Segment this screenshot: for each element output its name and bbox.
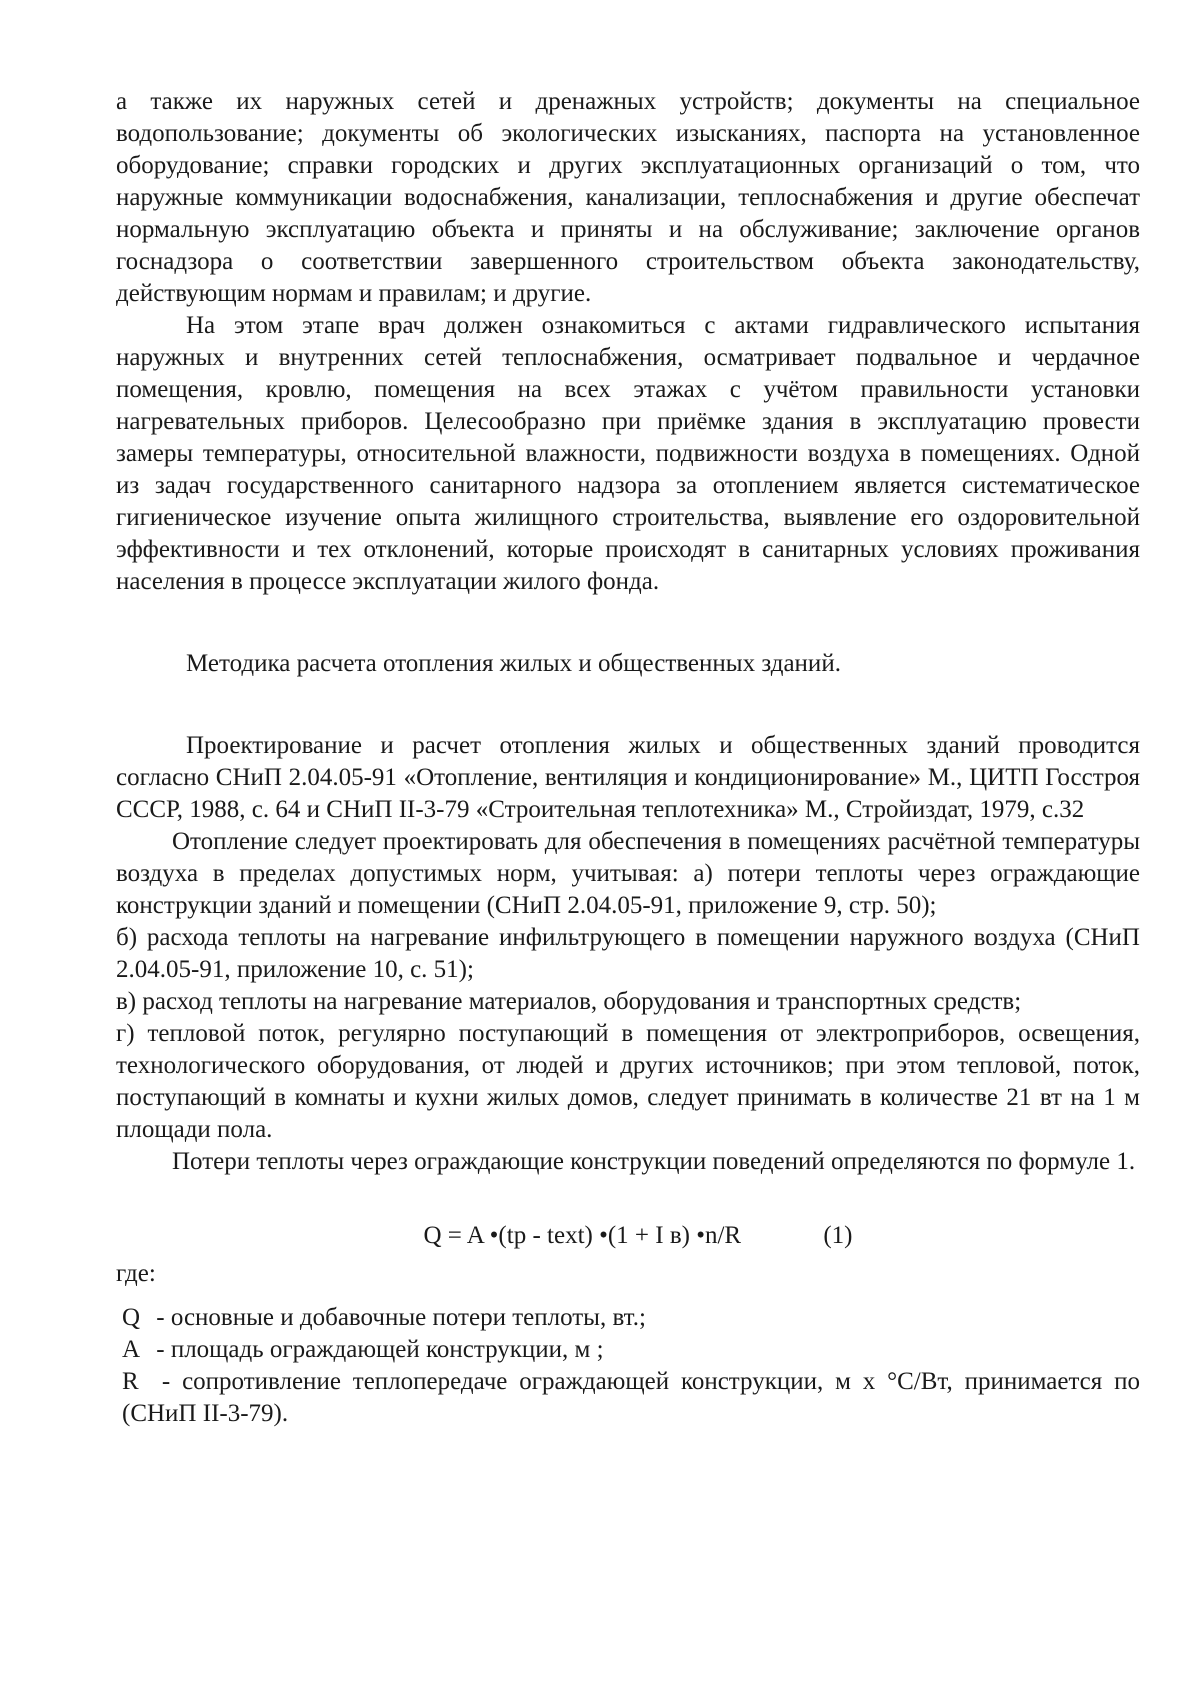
section-heading: Методика расчета отопления жилых и общественных зданий.	[186, 650, 841, 677]
document-page	[116, 86, 1140, 1430]
paragraph-heat-loss: Потери теплоты через ограждающие конструкции поведений определяются по формуле 1.	[172, 1148, 1136, 1175]
paragraph-design-standards: Проектирование и расчет отопления жилых и общественных зданий проводится согласно СНиП 2.04.05-91 «Отопление, вентиляция и кондиционирование» М., ЦИТП Госстроя СССР, 1988, с. 64 и СНиП II-3-79 «Строительная теплотехника» М., Стройиздат, 1979, с.32	[116, 732, 1140, 823]
definition-item	[116, 1302, 1140, 1334]
formula-number: (1)	[823, 1222, 853, 1249]
spacer	[116, 680, 1140, 730]
definition-text: - основные и добавочные потери теплоты, вт.;	[156, 1304, 646, 1331]
where-label: где:	[116, 1260, 156, 1287]
paragraph-heating-design: Отопление следует проектировать для обеспечения в помещениях расчётной температуры воздуха в пределах допустимых норм, учитывая: а) потери теплоты через ограждающие конструкции зданий и помещении (СНиП 2.04.05-91, приложение 9, стр. 50);	[116, 828, 1140, 919]
definition-symbol: R	[122, 1368, 139, 1395]
definition-symbol: A	[122, 1336, 141, 1363]
paragraph-item-v: в) расход теплоты на нагревание материалов, оборудования и транспортных средств;	[116, 988, 1022, 1015]
paragraph-doctor-inspection: На этом этапе врач должен ознакомиться с актами гидравлического испытания наружных и внутренних сетей теплоснабжения, осматривает подвальное и чердачное помещения, кровлю, помещения на всех этажах с учётом правильности установки нагревательных приборов. Целесообразно при приёмке здания в эксплуатацию провести замеры температуры, относительной влажности, подвижности воздуха в помещениях. Одной из задач государственного санитарного надзора за отоплением является систематическое гигиеническое изучение опыта жилищного строительства, выявление его оздоровительной эффективности и тех отклонений, которые происходят в санитарных условиях проживания населения в процессе эксплуатации жилого фонда.	[116, 312, 1140, 595]
paragraph-item-g: г) тепловой поток, регулярно поступающий в помещения от электроприборов, освещения, технологического оборудования, от людей и других источников; при этом тепловой, поток, поступающий в комнаты и кухни жилых домов, следует принимать в количестве 21 вт на 1 м площади пола.	[116, 1020, 1140, 1143]
definition-text: - площадь ограждающей конструкции, м ;	[156, 1336, 604, 1363]
definition-text: - сопротивление теплопередаче ограждающей конструкции, м x °С/Вт, принимается по (СНиП II-3-79).	[122, 1368, 1141, 1427]
formula-block	[116, 1220, 1140, 1252]
definition-item	[116, 1366, 1140, 1430]
paragraph-item-b: б) расхода теплоты на нагревание инфильтрующего в помещении наружного воздуха (СНиП 2.04.05-91, приложение 10, с. 51);	[116, 924, 1140, 983]
definition-item	[116, 1334, 1140, 1366]
paragraph-documents-list: а также их наружных сетей и дренажных устройств; документы на специальное водопользование; документы об экологических изысканиях, паспорта на установленное оборудование; справки городских и других эксплуатационных организаций о том, что наружные коммуникации водоснабжения, канализации, теплоснабжения и другие обеспечат нормальную эксплуатацию объекта и приняты и на обслуживание; заключение органов госнадзора о соответствии завершенного строительством объекта законодательству, действующим нормам и правилам; и другие.	[116, 88, 1140, 307]
formula-expression: Q = A •(tp - text) •(1 + I в) •n/R	[423, 1222, 742, 1249]
definition-symbol: Q	[122, 1304, 141, 1331]
spacer	[116, 598, 1140, 648]
